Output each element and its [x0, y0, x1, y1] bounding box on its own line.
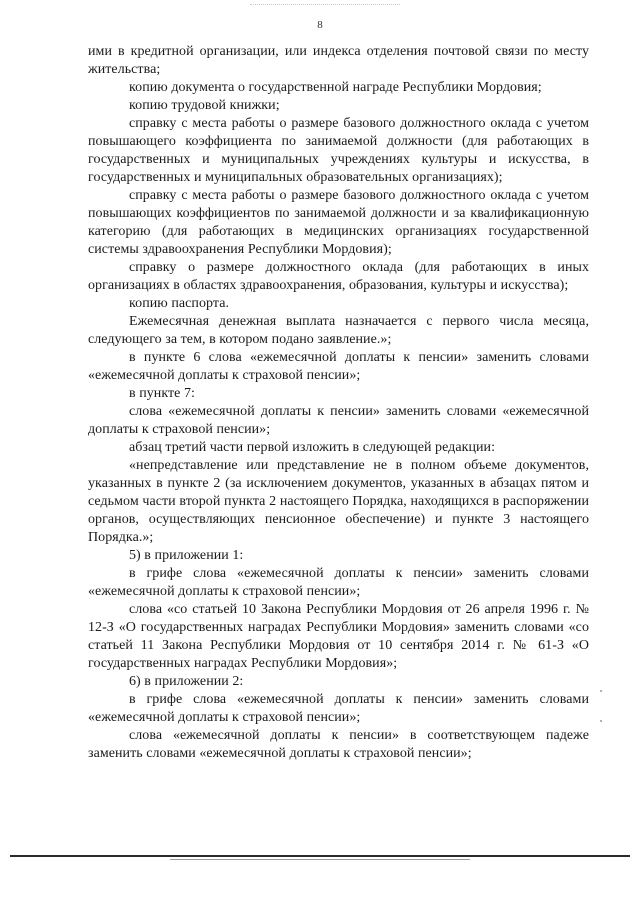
- paragraph-appendix-2-words: слова «ежемесячной доплаты к пенсии» в соответствующем падеже заменить словами «ежемесячной доплаты к страховой пенсии»;: [88, 728, 589, 761]
- document-body: [88, 43, 589, 763]
- paragraph-point-7-abzac: абзац третий части первой изложить в следующей редакции:: [129, 440, 496, 455]
- paragraph-monthly-payment: Ежемесячная денежная выплата назначается с первого числа месяца, следующего за тем, в котором подано заявление.»;: [88, 314, 589, 347]
- paragraph-award-copy: копию документа о государственной награде Республики Мордовия;: [129, 80, 542, 95]
- paragraph-salary-certificate-other: справку о размере должностного оклада (для работающих в иных организациях в областях здравоохранения, образования, культуры и искусства);: [88, 260, 589, 293]
- paragraph-appendix-2-grif: в грифе слова «ежемесячной доплаты к пенсии» заменить словами «ежемесячной доплаты к страховой пенсии»;: [88, 692, 589, 725]
- paragraph-appendix-2: 6) в приложении 2:: [129, 674, 244, 689]
- page-number: 8: [317, 19, 323, 31]
- scan-edge-mark: [600, 690, 602, 692]
- scan-top-artifact: [250, 4, 400, 6]
- paragraph-point-7-words: слова «ежемесячной доплаты к пенсии» заменить словами «ежемесячной доплаты к страховой пенсии»;: [88, 404, 589, 437]
- paragraph-appendix-1-law: слова «со статьей 10 Закона Республики Мордовия от 26 апреля 1996 г. № 12-З «О государственных наградах Республики Мордовия» заменить словами «со статьей 11 Закона Республики Мордовия от 10 сентября 2014 г. № 61-З «О государственных наградах Республики Мордовия»;: [88, 602, 589, 671]
- paragraph-appendix-1: 5) в приложении 1:: [129, 548, 244, 563]
- paragraph-continuation: ими в кредитной организации, или индекса отделения почтовой связи по месту жительства;: [88, 44, 589, 77]
- scan-edge-mark: [600, 720, 602, 722]
- bottom-rule: [10, 855, 630, 857]
- paragraph-appendix-1-grif: в грифе слова «ежемесячной доплаты к пенсии» заменить словами «ежемесячной доплаты к страховой пенсии»;: [88, 566, 589, 599]
- paragraph-point-6: в пункте 6 слова «ежемесячной доплаты к пенсии» заменить словами «ежемесячной доплаты к страховой пенсии»;: [88, 350, 589, 383]
- paragraph-point-7: в пункте 7:: [129, 386, 195, 401]
- paragraph-salary-certificate-medical: справку с места работы о размере базового должностного оклада с учетом повышающих коэффициентов по занимаемой должности и за квалификационную категорию (для работающих в медицинских организациях государственной системы здравоохранения Республики Мордовия);: [88, 188, 589, 257]
- paragraph-point-7-new-text: «непредставление или представление не в полном объеме документов, указанных в пункте 2 (за исключением документов, указанных в абзацах пятом и седьмом части второй пункта 2 настоящего Порядка, находящихся в распоряжении органов, осуществляющих пенсионное обеспечение) и пункте 3 настоящего Порядка.»;: [88, 458, 589, 545]
- paragraph-workbook-copy: копию трудовой книжки;: [129, 98, 280, 113]
- bottom-rule-shadow: [170, 859, 470, 860]
- paragraph-salary-certificate-culture: справку с места работы о размере базового должностного оклада с учетом повышающего коэффициента по занимаемой должности (для работающих в государственных и муниципальных учреждениях культуры и искусства, в государственных и муниципальных образовательных организациях);: [88, 116, 589, 185]
- paragraph-passport-copy: копию паспорта.: [129, 296, 230, 311]
